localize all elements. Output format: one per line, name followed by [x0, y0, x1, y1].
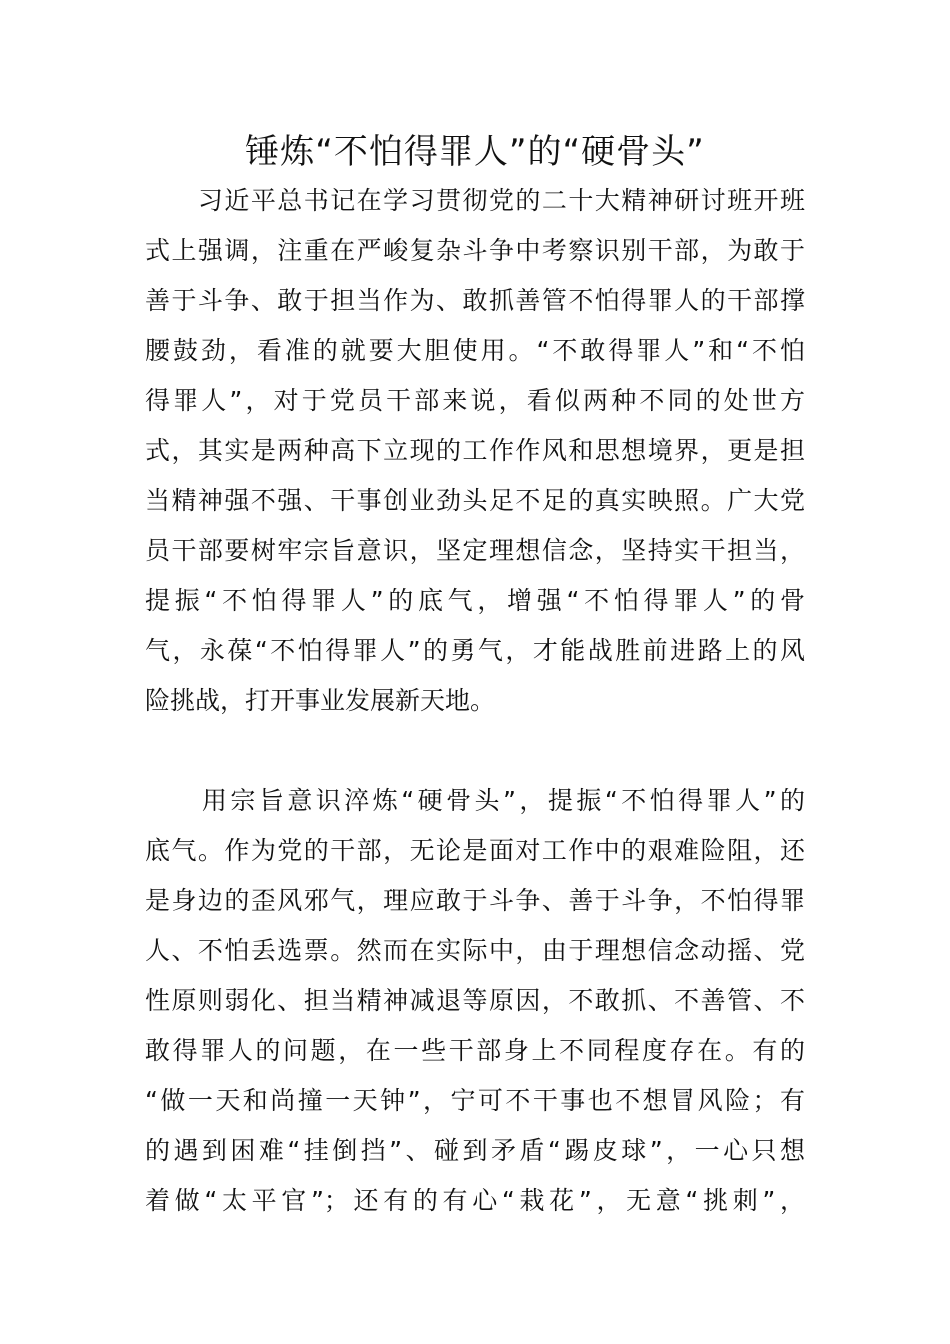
paragraph-1-line-9: 提振“不怕得罪人”的底气，增强“不怕得罪人”的骨	[145, 586, 805, 615]
paragraph-1-line-7: 当精神强不强、干事创业劲头足不足的真实映照。广大党	[145, 486, 805, 515]
paragraph-1-line-1: 习近平总书记在学习贯彻党的二十大精神研讨班开班	[145, 186, 805, 215]
document-title: 锤炼“不怕得罪人”的“硬骨头”	[245, 132, 705, 172]
paragraph-1-line-2: 式上强调，注重在严峻复杂斗争中考察识别干部，为敢于	[145, 236, 805, 265]
paragraph-2-line-1: 用宗旨意识淬炼“硬骨头”，提振“不怕得罪人”的	[145, 786, 805, 815]
paragraph-2-line-3: 是身边的歪风邪气，理应敢于斗争、善于斗争，不怕得罪	[145, 886, 805, 915]
paragraph-1-line-4: 腰鼓劲，看准的就要大胆使用。“不敢得罪人”和“不怕	[145, 336, 805, 365]
paragraph-2-line-6: 敢得罪人的问题，在一些干部身上不同程度存在。有的	[145, 1036, 805, 1065]
paragraph-1-line-11: 险挑战，打开事业发展新天地。	[145, 686, 496, 715]
paragraph-1-line-8: 员干部要树牢宗旨意识，坚定理想信念，坚持实干担当，	[145, 536, 805, 565]
paragraph-1-line-5: 得罪人”，对于党员干部来说，看似两种不同的处世方	[145, 386, 805, 415]
paragraph-2-line-7: “做一天和尚撞一天钟”，宁可不干事也不想冒风险；有	[145, 1086, 805, 1115]
paragraph-2-line-5: 性原则弱化、担当精神减退等原因，不敢抓、不善管、不	[145, 986, 805, 1015]
paragraph-2-line-2: 底气。作为党的干部，无论是面对工作中的艰难险阻，还	[145, 836, 805, 865]
paragraph-2-line-4: 人、不怕丢选票。然而在实际中，由于理想信念动摇、党	[145, 936, 805, 965]
paragraph-2-line-8: 的遇到困难“挂倒挡”、碰到矛盾“踢皮球”，一心只想	[145, 1136, 805, 1165]
paragraph-2-line-9: 着做“太平官”；还有的有心“栽花”，无意“挑刺”，	[145, 1186, 805, 1215]
paragraph-1-line-10: 气，永葆“不怕得罪人”的勇气，才能战胜前进路上的风	[145, 636, 805, 665]
paragraph-1-line-6: 式，其实是两种高下立现的工作作风和思想境界，更是担	[145, 436, 805, 465]
paragraph-1-line-3: 善于斗争、敢于担当作为、敢抓善管不怕得罪人的干部撑	[145, 286, 805, 315]
